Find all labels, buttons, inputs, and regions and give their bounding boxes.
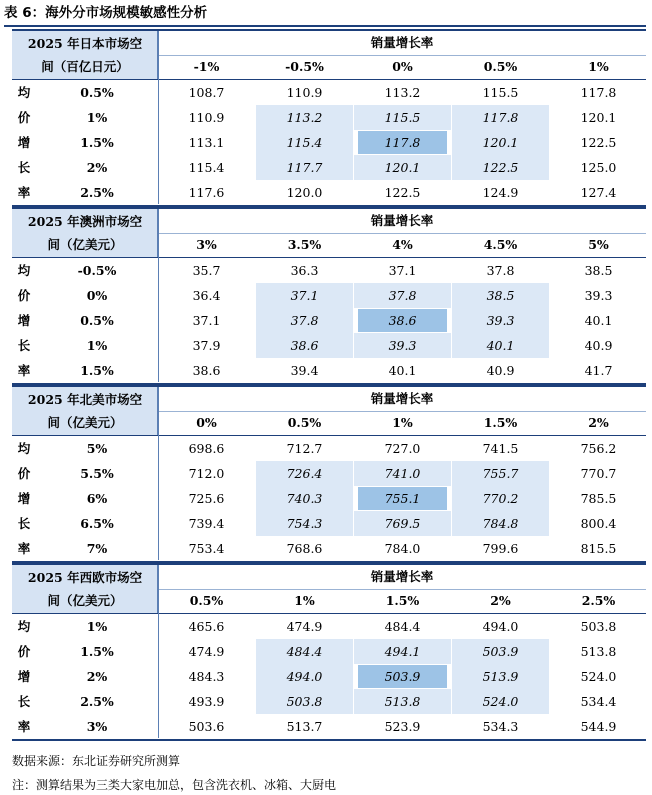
table-cell: 127.4 [580, 185, 617, 200]
table-cell: 37.8 [486, 263, 515, 278]
table-cell: 800.4 [580, 516, 617, 531]
column-header: -1% [193, 59, 220, 74]
table-cell: 712.7 [286, 441, 323, 456]
column-header: 3.5% [287, 237, 322, 252]
table-cell: 40.1 [584, 313, 613, 328]
table-cell: 494.0 [482, 619, 519, 634]
table-cell: 725.6 [188, 491, 225, 506]
table-cell: 754.3 [256, 511, 353, 536]
side-label: 率 [17, 719, 31, 734]
table-cell: 37.8 [354, 283, 451, 308]
row-header: -0.5% [77, 263, 117, 278]
table-cell: 770.7 [580, 466, 617, 481]
column-header: 0% [392, 59, 413, 74]
sensitivity-table [12, 385, 646, 561]
table-cell: 113.2 [384, 85, 421, 100]
table-cell: 503.8 [580, 619, 617, 634]
column-header: 0.5% [287, 415, 322, 430]
column-header: 0% [196, 415, 217, 430]
side-label: 增 [17, 669, 31, 684]
table-cell: 494.1 [354, 639, 451, 664]
side-label: 价 [17, 288, 31, 303]
corner-line-1: 2025 年澳洲市场空 [27, 214, 143, 229]
side-label: 均 [17, 85, 31, 100]
table-cell: 120.1 [580, 110, 617, 125]
column-header: 2% [588, 415, 609, 430]
row-header: 5% [86, 441, 108, 456]
sensitivity-table [12, 563, 646, 739]
table-cell: 36.4 [192, 288, 221, 303]
corner-line-2: 间（亿美元） [47, 593, 123, 608]
table-cell: 474.9 [188, 644, 225, 659]
table-title: 表 6：海外分市场规模敏感性分析 [4, 5, 208, 21]
row-header: 0.5% [80, 85, 114, 100]
table-cell: 39.3 [452, 308, 549, 333]
table-cell: 115.4 [188, 160, 225, 175]
column-header: 1% [392, 415, 413, 430]
column-group-header: 销量增长率 [370, 213, 434, 228]
table-cell: 484.3 [188, 669, 225, 684]
table-cell: 37.9 [192, 338, 221, 353]
column-header: 0.5% [189, 593, 224, 608]
row-header: 2% [86, 669, 108, 684]
table-cell: 120.1 [452, 130, 549, 155]
table-cell: 544.9 [580, 719, 617, 734]
table-cell: 38.6 [192, 363, 221, 378]
table-bottom-rule [12, 739, 646, 741]
row-header: 1.5% [80, 363, 114, 378]
table-cell: 726.4 [256, 461, 353, 486]
table-cell: 36.3 [290, 263, 319, 278]
side-label: 长 [17, 338, 31, 353]
table-cell: 739.4 [188, 516, 225, 531]
row-header: 1% [86, 110, 108, 125]
column-header: 3% [196, 237, 217, 252]
table-cell: 110.9 [188, 110, 225, 125]
table-cell: 38.6 [256, 333, 353, 358]
row-header: 2% [86, 160, 108, 175]
corner-header [12, 209, 158, 257]
table-cell: 741.0 [354, 461, 451, 486]
table-cell: 113.2 [256, 105, 353, 130]
side-label: 均 [17, 619, 31, 634]
table-cell: 534.4 [580, 694, 617, 709]
table-cell: 117.8 [452, 105, 549, 130]
table-cell: 39.4 [290, 363, 319, 378]
table-cell: 727.0 [384, 441, 421, 456]
table-cell: 38.6 [358, 309, 447, 332]
side-label: 率 [17, 363, 31, 378]
row-header: 3% [86, 719, 108, 734]
table-cell: 117.6 [188, 185, 225, 200]
table-cell: 40.9 [486, 363, 515, 378]
table-cell: 513.8 [580, 644, 617, 659]
side-label: 率 [17, 541, 31, 556]
side-label: 率 [17, 185, 31, 200]
table-cell: 784.8 [452, 511, 549, 536]
table-cell: 120.0 [286, 185, 323, 200]
table-cell: 37.1 [388, 263, 417, 278]
table-cell: 110.9 [286, 85, 323, 100]
row-header: 6.5% [80, 516, 114, 531]
side-label: 增 [17, 313, 31, 328]
table-cell: 741.5 [482, 441, 519, 456]
table-cell: 40.1 [388, 363, 417, 378]
column-header: -0.5% [285, 59, 324, 74]
row-header: 1% [86, 338, 108, 353]
table-cell: 755.7 [452, 461, 549, 486]
table-cell: 755.1 [358, 487, 447, 510]
side-label: 价 [17, 466, 31, 481]
table-cell: 474.9 [286, 619, 323, 634]
column-header: 1.5% [483, 415, 518, 430]
corner-line-2: 间（百亿日元） [41, 59, 129, 74]
side-label: 价 [17, 110, 31, 125]
table-cell: 40.9 [584, 338, 613, 353]
row-header: 6% [86, 491, 108, 506]
corner-header [12, 31, 158, 79]
sensitivity-table [12, 29, 646, 205]
table-cell: 799.6 [482, 541, 519, 556]
corner-line-2: 间（亿美元） [47, 415, 123, 430]
table-cell: 120.1 [354, 155, 451, 180]
side-label: 长 [17, 516, 31, 531]
table-cell: 40.1 [452, 333, 549, 358]
side-label: 均 [17, 263, 31, 278]
column-group-header: 销量增长率 [370, 569, 434, 584]
table-cell: 513.8 [354, 689, 451, 714]
column-header: 4% [392, 237, 413, 252]
row-header: 2.5% [80, 185, 114, 200]
corner-header [12, 565, 158, 613]
row-header: 1.5% [80, 644, 114, 659]
side-label: 增 [17, 135, 31, 150]
row-header: 0% [86, 288, 108, 303]
table-cell: 39.3 [584, 288, 613, 303]
table-cell: 122.5 [384, 185, 421, 200]
corner-line-1: 2025 年北美市场空 [27, 392, 143, 407]
table-cell: 115.5 [482, 85, 519, 100]
table-cell: 753.4 [188, 541, 225, 556]
row-header: 5.5% [80, 466, 114, 481]
side-label: 长 [17, 160, 31, 175]
title-rule [4, 25, 646, 27]
table-cell: 484.4 [384, 619, 421, 634]
column-group-header: 销量增长率 [370, 391, 434, 406]
sensitivity-table [12, 207, 646, 383]
table-cell: 503.9 [452, 639, 549, 664]
table-cell: 769.5 [354, 511, 451, 536]
table-cell: 523.9 [384, 719, 421, 734]
table-cell: 37.1 [192, 313, 221, 328]
table-cell: 524.0 [580, 669, 617, 684]
column-header: 1.5% [385, 593, 420, 608]
table-cell: 108.7 [188, 85, 225, 100]
table-cell: 815.5 [580, 541, 617, 556]
side-label: 均 [17, 441, 31, 456]
row-header: 0.5% [80, 313, 114, 328]
table-cell: 756.2 [580, 441, 617, 456]
table-cell: 513.9 [452, 664, 549, 689]
side-label: 长 [17, 694, 31, 709]
column-header: 1% [294, 593, 315, 608]
table-cell: 124.9 [482, 185, 519, 200]
row-header: 2.5% [80, 694, 114, 709]
column-header: 1% [588, 59, 609, 74]
table-cell: 122.5 [580, 135, 617, 150]
corner-line-1: 2025 年日本市场空 [27, 36, 143, 51]
table-cell: 785.5 [580, 491, 617, 506]
row-header: 7% [86, 541, 108, 556]
table-cell: 503.6 [188, 719, 225, 734]
row-header: 1.5% [80, 135, 114, 150]
table-cell: 784.0 [384, 541, 421, 556]
table-cell: 37.1 [256, 283, 353, 308]
corner-header [12, 387, 158, 435]
table-cell: 465.6 [188, 619, 225, 634]
table-cell: 513.7 [286, 719, 323, 734]
table-cell: 41.7 [584, 363, 613, 378]
data-source: 数据来源：东北证券研究所测算 [12, 754, 181, 768]
table-cell: 117.7 [256, 155, 353, 180]
table-cell: 125.0 [580, 160, 617, 175]
table-cell: 115.4 [256, 130, 353, 155]
footnote: 注：测算结果为三类大家电加总，包含洗衣机、冰箱、大厨电 [12, 778, 337, 792]
table-cell: 503.8 [256, 689, 353, 714]
table-cell: 698.6 [188, 441, 225, 456]
table-cell: 35.7 [192, 263, 221, 278]
column-group-header: 销量增长率 [370, 35, 434, 50]
table-cell: 770.2 [452, 486, 549, 511]
corner-line-2: 间（亿美元） [47, 237, 123, 252]
side-label: 增 [17, 491, 31, 506]
table-cell: 115.5 [354, 105, 451, 130]
table-cell: 113.1 [188, 135, 225, 150]
table-cell: 740.3 [256, 486, 353, 511]
table-cell: 768.6 [286, 541, 323, 556]
table-cell: 38.5 [584, 263, 613, 278]
column-header: 0.5% [483, 59, 518, 74]
table-cell: 39.3 [354, 333, 451, 358]
table-cell: 503.9 [358, 665, 447, 688]
table-cell: 117.8 [358, 131, 447, 154]
table-cell: 712.0 [188, 466, 225, 481]
column-header: 4.5% [483, 237, 518, 252]
corner-line-1: 2025 年西欧市场空 [27, 570, 143, 585]
side-label: 价 [17, 644, 31, 659]
column-header: 5% [588, 237, 609, 252]
table-cell: 37.8 [256, 308, 353, 333]
table-cell: 122.5 [452, 155, 549, 180]
table-cell: 493.9 [188, 694, 225, 709]
table-cell: 494.0 [256, 664, 353, 689]
column-header: 2.5% [581, 593, 616, 608]
table-cell: 534.3 [482, 719, 519, 734]
column-header: 2% [490, 593, 511, 608]
row-header: 1% [86, 619, 108, 634]
table-cell: 524.0 [452, 689, 549, 714]
table-cell: 484.4 [256, 639, 353, 664]
table-cell: 117.8 [580, 85, 617, 100]
table-cell: 38.5 [452, 283, 549, 308]
